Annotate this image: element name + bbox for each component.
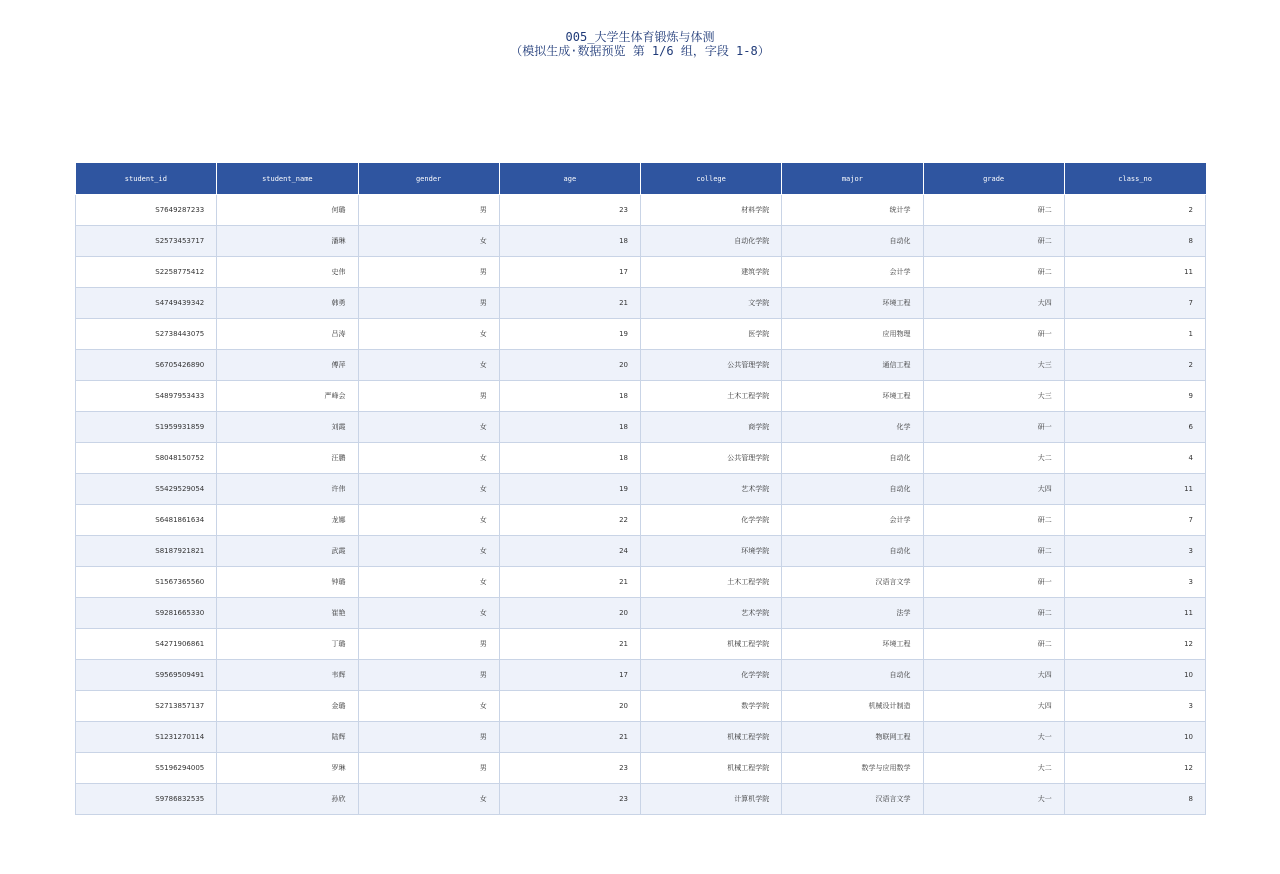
table-cell-major: 机械设计制造 — [782, 691, 923, 722]
column-header-grade: grade — [923, 163, 1064, 195]
table-cell-major: 环境工程 — [782, 288, 923, 319]
table-cell-gender: 女 — [358, 598, 499, 629]
table-cell-grade: 大一 — [923, 784, 1064, 815]
table-cell-age: 21 — [499, 567, 640, 598]
table-cell-student-name: 孙欣 — [217, 784, 358, 815]
column-header-age: age — [499, 163, 640, 195]
table-cell-college: 艺术学院 — [641, 474, 782, 505]
data-table — [75, 163, 1206, 815]
table-cell-student-id: S5196294005 — [76, 753, 217, 784]
table-body — [76, 195, 1206, 815]
table-cell-major: 会计学 — [782, 505, 923, 536]
table-cell-age: 18 — [499, 443, 640, 474]
table-cell-grade: 研二 — [923, 257, 1064, 288]
table-cell-major: 汉语言文学 — [782, 784, 923, 815]
table-cell-age: 17 — [499, 257, 640, 288]
table-row — [76, 722, 1206, 753]
table-cell-student-name: 武霞 — [217, 536, 358, 567]
table-cell-student-name: 刘霞 — [217, 412, 358, 443]
table-cell-class-no: 1 — [1064, 319, 1205, 350]
table-row — [76, 505, 1206, 536]
table-cell-student-id: S9786832535 — [76, 784, 217, 815]
table-cell-gender: 女 — [358, 505, 499, 536]
table-cell-student-id: S4271906861 — [76, 629, 217, 660]
table-cell-age: 20 — [499, 598, 640, 629]
table-cell-student-name: 陆辉 — [217, 722, 358, 753]
table-cell-class-no: 6 — [1064, 412, 1205, 443]
table-cell-college: 化学学院 — [641, 660, 782, 691]
table-cell-gender: 男 — [358, 722, 499, 753]
table-cell-college: 化学学院 — [641, 505, 782, 536]
table-cell-class-no: 7 — [1064, 505, 1205, 536]
table-cell-major: 法学 — [782, 598, 923, 629]
table-cell-class-no: 10 — [1064, 722, 1205, 753]
table-cell-major: 自动化 — [782, 474, 923, 505]
table-row — [76, 257, 1206, 288]
table-cell-major: 汉语言文学 — [782, 567, 923, 598]
table-cell-student-name: 傅萍 — [217, 350, 358, 381]
table-cell-college: 机械工程学院 — [641, 629, 782, 660]
page-title: 005_大学生体育锻炼与体测 — [565, 30, 715, 44]
table-cell-major: 自动化 — [782, 536, 923, 567]
table-cell-grade: 大二 — [923, 753, 1064, 784]
table-cell-gender: 男 — [358, 288, 499, 319]
table-cell-student-id: S1959931859 — [76, 412, 217, 443]
table-cell-age: 24 — [499, 536, 640, 567]
column-header-major: major — [782, 163, 923, 195]
table-cell-grade: 大四 — [923, 660, 1064, 691]
table-cell-major: 统计学 — [782, 195, 923, 226]
page-subtitle: （模拟生成·数据预览 第 1/6 组，字段 1-8） — [510, 44, 770, 58]
table-cell-major: 通信工程 — [782, 350, 923, 381]
table-cell-major: 自动化 — [782, 443, 923, 474]
table-cell-major: 化学 — [782, 412, 923, 443]
table-cell-grade: 大四 — [923, 691, 1064, 722]
table-cell-major: 物联网工程 — [782, 722, 923, 753]
table-cell-gender: 男 — [358, 753, 499, 784]
table-cell-college: 医学院 — [641, 319, 782, 350]
table-cell-gender: 女 — [358, 350, 499, 381]
table-cell-student-name: 何璐 — [217, 195, 358, 226]
table-cell-grade: 研二 — [923, 195, 1064, 226]
table-cell-student-id: S1567365560 — [76, 567, 217, 598]
table-cell-student-id: S7649287233 — [76, 195, 217, 226]
table-cell-grade: 大一 — [923, 722, 1064, 753]
table-cell-age: 21 — [499, 722, 640, 753]
table-cell-grade: 大三 — [923, 381, 1064, 412]
table-cell-college: 公共管理学院 — [641, 443, 782, 474]
table-cell-student-name: 严峰会 — [217, 381, 358, 412]
table-cell-class-no: 10 — [1064, 660, 1205, 691]
table-cell-class-no: 2 — [1064, 350, 1205, 381]
table-cell-age: 20 — [499, 350, 640, 381]
table-cell-student-id: S4749439342 — [76, 288, 217, 319]
table-cell-grade: 研一 — [923, 412, 1064, 443]
table-cell-grade: 大四 — [923, 474, 1064, 505]
table-row — [76, 350, 1206, 381]
table-row — [76, 784, 1206, 815]
table-cell-student-id: S4897953433 — [76, 381, 217, 412]
table-row — [76, 598, 1206, 629]
table-cell-college: 计算机学院 — [641, 784, 782, 815]
table-cell-age: 18 — [499, 381, 640, 412]
table-row — [76, 195, 1206, 226]
table-cell-class-no: 2 — [1064, 195, 1205, 226]
table-row — [76, 753, 1206, 784]
table-cell-student-name: 丁璐 — [217, 629, 358, 660]
table-cell-class-no: 11 — [1064, 598, 1205, 629]
table-row — [76, 412, 1206, 443]
table-cell-grade: 大四 — [923, 288, 1064, 319]
table-cell-grade: 研二 — [923, 536, 1064, 567]
table-cell-age: 18 — [499, 412, 640, 443]
table-cell-gender: 女 — [358, 226, 499, 257]
table-cell-grade: 研一 — [923, 319, 1064, 350]
column-header-student-id: student_id — [76, 163, 217, 195]
column-header-gender: gender — [358, 163, 499, 195]
table-row — [76, 381, 1206, 412]
table-cell-class-no: 8 — [1064, 226, 1205, 257]
table-cell-gender: 女 — [358, 536, 499, 567]
table-cell-college: 机械工程学院 — [641, 753, 782, 784]
column-header-student-name: student_name — [217, 163, 358, 195]
table-cell-student-name: 崔艳 — [217, 598, 358, 629]
table-cell-grade: 研二 — [923, 226, 1064, 257]
table-cell-age: 21 — [499, 288, 640, 319]
table-cell-college: 土木工程学院 — [641, 381, 782, 412]
table-row — [76, 567, 1206, 598]
table-cell-student-id: S5429529054 — [76, 474, 217, 505]
table-cell-gender: 女 — [358, 784, 499, 815]
table-cell-student-name: 史伟 — [217, 257, 358, 288]
table-cell-major: 环境工程 — [782, 381, 923, 412]
table-cell-grade: 大二 — [923, 443, 1064, 474]
table-cell-gender: 女 — [358, 691, 499, 722]
table-cell-grade: 研二 — [923, 505, 1064, 536]
table-cell-class-no: 12 — [1064, 753, 1205, 784]
table-cell-class-no: 7 — [1064, 288, 1205, 319]
table-cell-student-name: 龙娜 — [217, 505, 358, 536]
table-cell-student-name: 潘琳 — [217, 226, 358, 257]
table-cell-class-no: 12 — [1064, 629, 1205, 660]
table-row — [76, 536, 1206, 567]
table-header — [76, 163, 1206, 195]
table-cell-gender: 男 — [358, 629, 499, 660]
table-cell-student-id: S8187921821 — [76, 536, 217, 567]
table-cell-student-name: 吕涛 — [217, 319, 358, 350]
column-header-college: college — [641, 163, 782, 195]
table-cell-student-name: 韦辉 — [217, 660, 358, 691]
table-cell-gender: 男 — [358, 660, 499, 691]
data-table-container — [75, 163, 1206, 815]
table-cell-gender: 男 — [358, 195, 499, 226]
table-cell-gender: 女 — [358, 567, 499, 598]
table-cell-grade: 研二 — [923, 598, 1064, 629]
table-cell-age: 17 — [499, 660, 640, 691]
table-cell-grade: 大三 — [923, 350, 1064, 381]
table-cell-student-id: S2738443075 — [76, 319, 217, 350]
table-cell-student-name: 韩勇 — [217, 288, 358, 319]
table-cell-gender: 女 — [358, 412, 499, 443]
table-cell-college: 自动化学院 — [641, 226, 782, 257]
table-cell-age: 19 — [499, 474, 640, 505]
table-cell-gender: 女 — [358, 443, 499, 474]
table-cell-class-no: 4 — [1064, 443, 1205, 474]
table-cell-major: 自动化 — [782, 660, 923, 691]
table-cell-student-id: S9569509491 — [76, 660, 217, 691]
table-cell-major: 环境工程 — [782, 629, 923, 660]
table-cell-college: 土木工程学院 — [641, 567, 782, 598]
table-cell-class-no: 3 — [1064, 691, 1205, 722]
table-cell-gender: 男 — [358, 257, 499, 288]
table-cell-student-id: S2573453717 — [76, 226, 217, 257]
table-cell-age: 22 — [499, 505, 640, 536]
table-cell-major: 自动化 — [782, 226, 923, 257]
table-cell-age: 20 — [499, 691, 640, 722]
column-header-class-no: class_no — [1064, 163, 1205, 195]
table-cell-major: 会计学 — [782, 257, 923, 288]
table-row — [76, 660, 1206, 691]
table-cell-class-no: 3 — [1064, 567, 1205, 598]
table-cell-major: 应用物理 — [782, 319, 923, 350]
table-cell-class-no: 11 — [1064, 474, 1205, 505]
table-cell-student-id: S1231270114 — [76, 722, 217, 753]
table-cell-college: 文学院 — [641, 288, 782, 319]
table-cell-student-name: 罗琳 — [217, 753, 358, 784]
table-header-row — [76, 163, 1206, 195]
table-cell-age: 21 — [499, 629, 640, 660]
table-cell-age: 23 — [499, 784, 640, 815]
table-row — [76, 691, 1206, 722]
table-row — [76, 474, 1206, 505]
table-cell-major: 数学与应用数学 — [782, 753, 923, 784]
table-cell-college: 艺术学院 — [641, 598, 782, 629]
table-cell-grade: 研二 — [923, 629, 1064, 660]
table-cell-student-name: 钟璐 — [217, 567, 358, 598]
table-cell-student-id: S9281665330 — [76, 598, 217, 629]
table-cell-gender: 女 — [358, 474, 499, 505]
table-cell-college: 数学学院 — [641, 691, 782, 722]
table-cell-gender: 男 — [358, 381, 499, 412]
table-row — [76, 226, 1206, 257]
table-cell-student-id: S2713857137 — [76, 691, 217, 722]
table-cell-class-no: 11 — [1064, 257, 1205, 288]
page-header — [0, 30, 1280, 58]
table-cell-grade: 研一 — [923, 567, 1064, 598]
table-cell-student-id: S8048150752 — [76, 443, 217, 474]
table-row — [76, 629, 1206, 660]
table-cell-student-id: S6481861634 — [76, 505, 217, 536]
table-cell-class-no: 8 — [1064, 784, 1205, 815]
table-row — [76, 288, 1206, 319]
table-cell-student-name: 汪鹏 — [217, 443, 358, 474]
table-cell-student-id: S2258775412 — [76, 257, 217, 288]
table-cell-age: 23 — [499, 195, 640, 226]
table-cell-age: 18 — [499, 226, 640, 257]
table-cell-student-name: 金璐 — [217, 691, 358, 722]
table-cell-college: 公共管理学院 — [641, 350, 782, 381]
table-cell-college: 机械工程学院 — [641, 722, 782, 753]
table-cell-gender: 女 — [358, 319, 499, 350]
table-cell-college: 建筑学院 — [641, 257, 782, 288]
table-cell-age: 23 — [499, 753, 640, 784]
table-cell-age: 19 — [499, 319, 640, 350]
table-cell-college: 商学院 — [641, 412, 782, 443]
table-cell-student-name: 许伟 — [217, 474, 358, 505]
table-cell-college: 环境学院 — [641, 536, 782, 567]
table-cell-college: 材料学院 — [641, 195, 782, 226]
table-row — [76, 443, 1206, 474]
table-cell-student-id: S6705426890 — [76, 350, 217, 381]
table-row — [76, 319, 1206, 350]
table-cell-class-no: 3 — [1064, 536, 1205, 567]
table-cell-class-no: 9 — [1064, 381, 1205, 412]
